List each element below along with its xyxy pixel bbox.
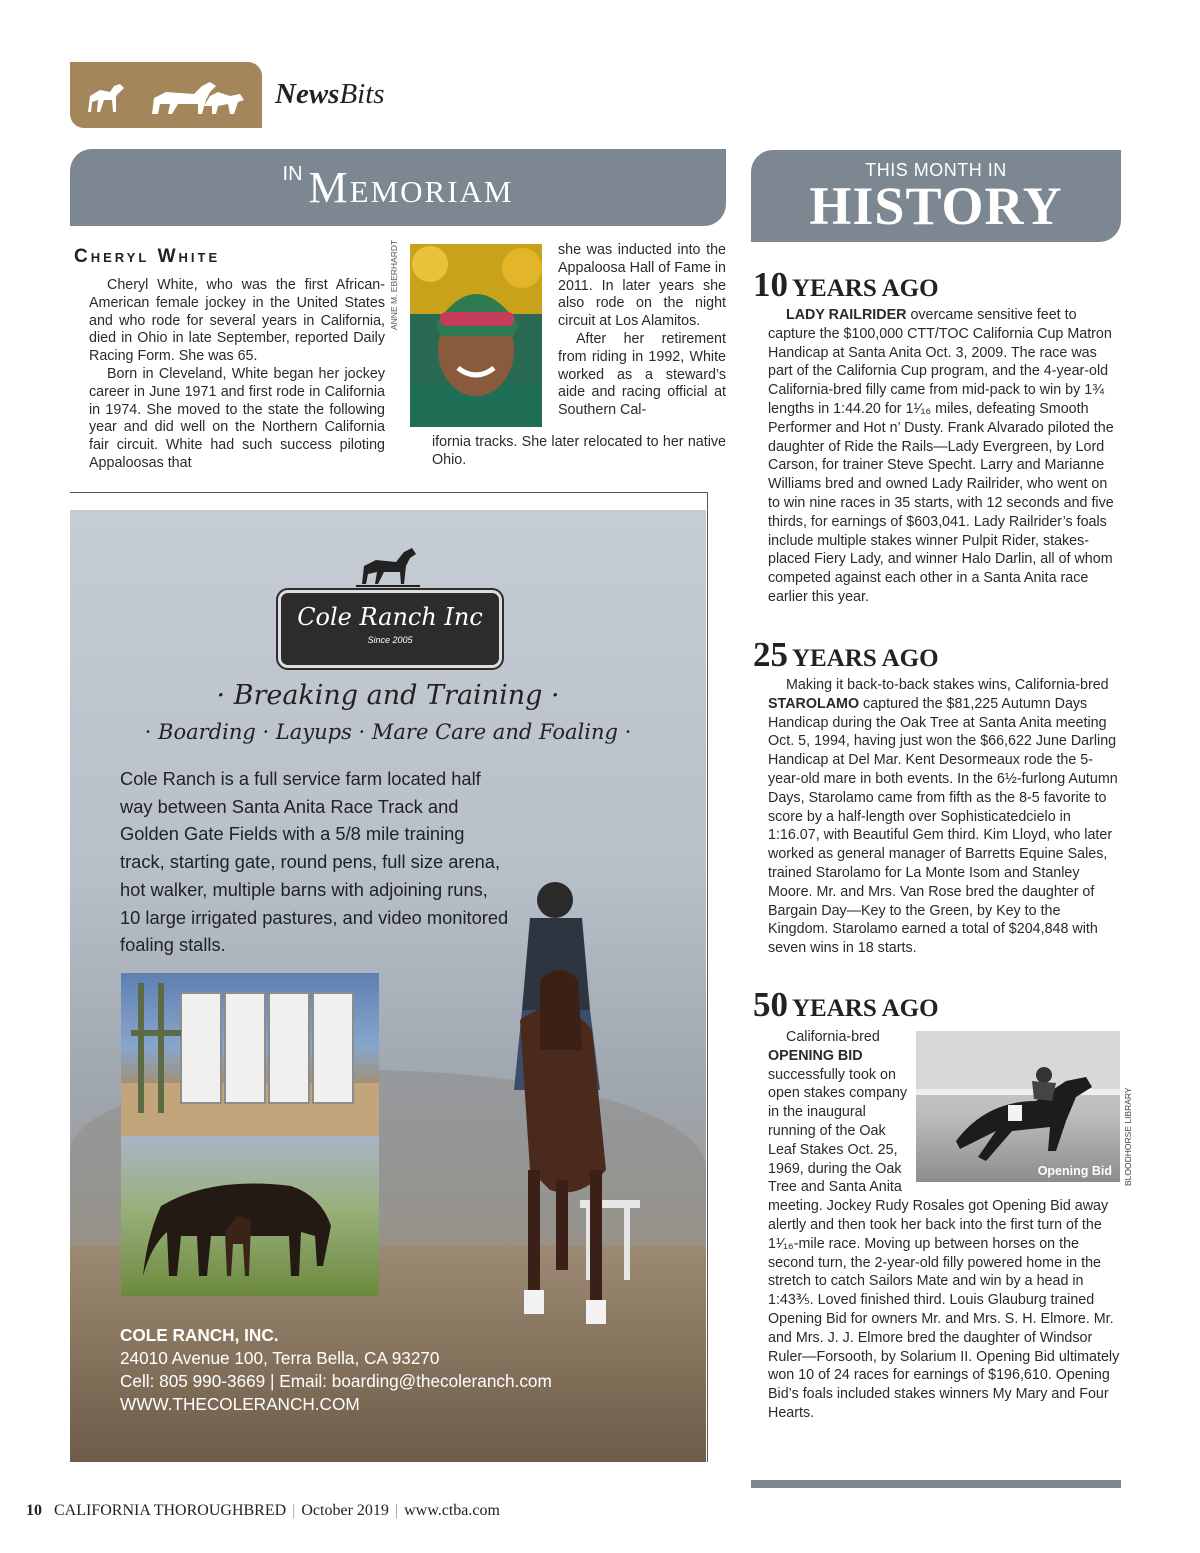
- photo-credit: BLOODHORSE LIBRARY: [1123, 1087, 1133, 1186]
- obituary-paragraph: Born in Cleveland, White began her jockey career in June 1971 and first rode in California in 1974. She moved to the state the following year and did well on the Northern California fair circuit. White had such success piloting Appaloosas that: [89, 365, 385, 471]
- heading-10-years: 10 YEARS AGO: [753, 265, 939, 304]
- jockey-photo: [410, 244, 542, 427]
- jockey-portrait-illustration: [410, 244, 542, 427]
- ad-subheadline: · Boarding · Layups · Mare Care and Foaling ·: [144, 720, 632, 744]
- horse-name: OPENING BID: [768, 1047, 863, 1064]
- company-name: COLE RANCH, INC.: [120, 1325, 279, 1345]
- page-number: 10: [26, 1502, 42, 1519]
- obituary-paragraph: she was inducted into the Appaloosa Hall of Fame in 2011. In later years she also rode on the night circuit at Los Alamitos.: [558, 242, 726, 330]
- heading-50-years: 50 YEARS AGO: [753, 985, 939, 1024]
- horse-name: LADY RAILRIDER: [786, 307, 907, 323]
- photo-caption: Opening Bid: [1037, 1164, 1112, 1178]
- mare-and-foal-photo: [121, 1136, 379, 1296]
- racing-photo-illustration: [916, 1031, 1120, 1182]
- history-25-years-text: Making it back-to-back stakes wins, California-bred STAROLAMO captured the $81,225 Autumn Days Handicap during the Oak Tree at Santa Anita meeting Oct. 5, 1994, having just won the $66,622 June Darling Handicap at Del Mar. Kent Desormeaux rode the 5-year-old mare in both events. In the 6½-furlong Autumn Days, Starolamo came from fifth as the 8-5 favorite to score by a half-length over Sophisticatedcielo in 1:16.07, with Beautiful Gem third. Kim Lloyd, who later worked as general manager of Barretts Equine Sales, trained Starolamo for La Monte Isom and Stanley Moore. Mr. and Mrs. Van Rose bred the daughter of Bargain Day—Key to the Green, by Key to the Kingdom. Starolamo earned a total of $204,848 with seven wins in 18 starts.: [768, 677, 1118, 957]
- newsbits-logo: [70, 62, 262, 128]
- obituary-name: Cheryl White: [74, 246, 221, 267]
- section-title: NewsBits: [275, 78, 385, 110]
- heading-25-years: 25 YEARS AGO: [753, 635, 939, 674]
- page-footer: 10 CALIFORNIA THOROUGHBRED | October 2019 | www.ctba.com: [26, 1502, 500, 1519]
- footer-url[interactable]: www.ctba.com: [404, 1502, 500, 1519]
- ad-contact-block: [120, 1324, 680, 1416]
- opening-bid-photo: [916, 1031, 1120, 1182]
- magazine-name: CALIFORNIA THOROUGHBRED: [54, 1502, 287, 1519]
- brand-name: Cole Ranch Inc: [297, 603, 483, 631]
- history-banner: [751, 150, 1121, 242]
- brand-sign: [278, 590, 502, 668]
- starting-gate-illustration: [121, 973, 379, 1136]
- horse-logo-icon: [356, 544, 420, 588]
- obituary-continuation: ifornia tracks. She later relocated to her native Ohio.: [432, 434, 726, 468]
- obituary-right-column: [558, 242, 726, 420]
- history-bottom-rule: [751, 1480, 1121, 1488]
- obituary-left-column: [89, 277, 385, 473]
- obituary-paragraph: Cheryl White, who was the first African-American female jockey in the United States and who rode for several years in California, died in Ohio in late September, reported Daily Racing Form. She was 65.: [89, 277, 385, 365]
- ad-frame-line: [70, 492, 708, 493]
- website-link[interactable]: WWW.THECOLERANCH.COM: [120, 1394, 360, 1414]
- horse-name: STAROLAMO: [768, 695, 860, 712]
- ad-headline: · Breaking and Training ·: [216, 680, 560, 711]
- memoriam-banner-title: Memoriam: [308, 163, 514, 212]
- history-banner-title: HISTORY: [809, 176, 1063, 236]
- history-banner-small: THIS MONTH IN: [865, 160, 1007, 180]
- address: 24010 Avenue 100, Terra Bella, CA 93270: [120, 1348, 440, 1368]
- history-10-years-text: LADY RAILRIDER overcame sensitive feet to capture the $100,000 CTT/TOC California Cup Matron Handicap at Santa Anita Oct. 3, 2009. The race was part of the California Cup program, and the 4-year-old California-bred filly came from mid-pack to win by 1¾ lengths in 1:44.20 for 1¹⁄₁₆ miles, defeating Smooth Performer and Hot n’ Dusty. Frank Alvarado piloted the daughter of Ride the Rails—Lady Evergreen, by Lord Carson, for trainer Steve Specht. Larry and Marianne Williams bred and owned Lady Railrider, who went on to win nine races in 35 starts, with 12 seconds and five thirds, for earnings of $603,041. Lady Railrider’s foals include multiple stakes winner Pulpit Rider, stakes-placed Fiery Lady, and winner Halo Darlin, all of whom competed against each other in a Santa Anita race earlier this year.: [768, 307, 1114, 605]
- photo-credit: ANNE M. EBERHARDT: [389, 239, 399, 330]
- phone-email: Cell: 805 990-3669 | Email: boarding@thecoleranch.com: [120, 1371, 552, 1391]
- mare-and-foal-illustration: [121, 1136, 379, 1296]
- brand-since: Since 2005: [367, 635, 413, 645]
- memoriam-banner: [70, 149, 726, 226]
- ad-frame-line: [707, 492, 708, 1462]
- obituary-paragraph: After her retirement from riding in 1992, White worked as a steward’s aide and racing official at Southern Cal-: [558, 330, 726, 419]
- history-50-years-text: California-bred OPENING BID successfully took on open stakes company in the inaugural running of the Oak Leaf Stakes Oct. 25, 1969, during the Oak Tree and Santa Anita meeting. Jockey Rudy Rosales got Opening Bid away alertly and then took her back into the first turn of the 1¹⁄₁₆-mile race. Moving up between horses on the second turn, the 2-year-old filly powered home in the stretch to catch Sailors Mate and win by a head in 1:43⅗. Loved finished third. Louis Glauburg trained Opening Bid for owners Mr. and Mrs. S. H. Elmore. Mr. and Mrs. J. J. Elmore bred the daughter of Windsor Ruler—Forsooth, by Solarium II. Opening Bid ultimately won 10 of 24 races for earnings of $196,610. Opening Bid’s foals included stakes winners My Mary and Four Hearts.: [768, 1029, 1120, 1421]
- memoriam-banner-small: IN: [282, 163, 303, 185]
- issue-date: October 2019: [301, 1502, 389, 1519]
- ad-body-copy: Cole Ranch is a full service farm located half way between Santa Anita Race Track and Golden Gate Fields with a 5/8 mile training track, starting gate, round pens, full size arena, hot walker, multiple barns with adjoining runs, 10 large irrigated pastures, and video monitored foaling stalls.: [120, 768, 509, 956]
- starting-gate-photo: [121, 973, 379, 1136]
- cole-ranch-advertisement: [70, 510, 706, 1462]
- horses-icon: [70, 62, 262, 128]
